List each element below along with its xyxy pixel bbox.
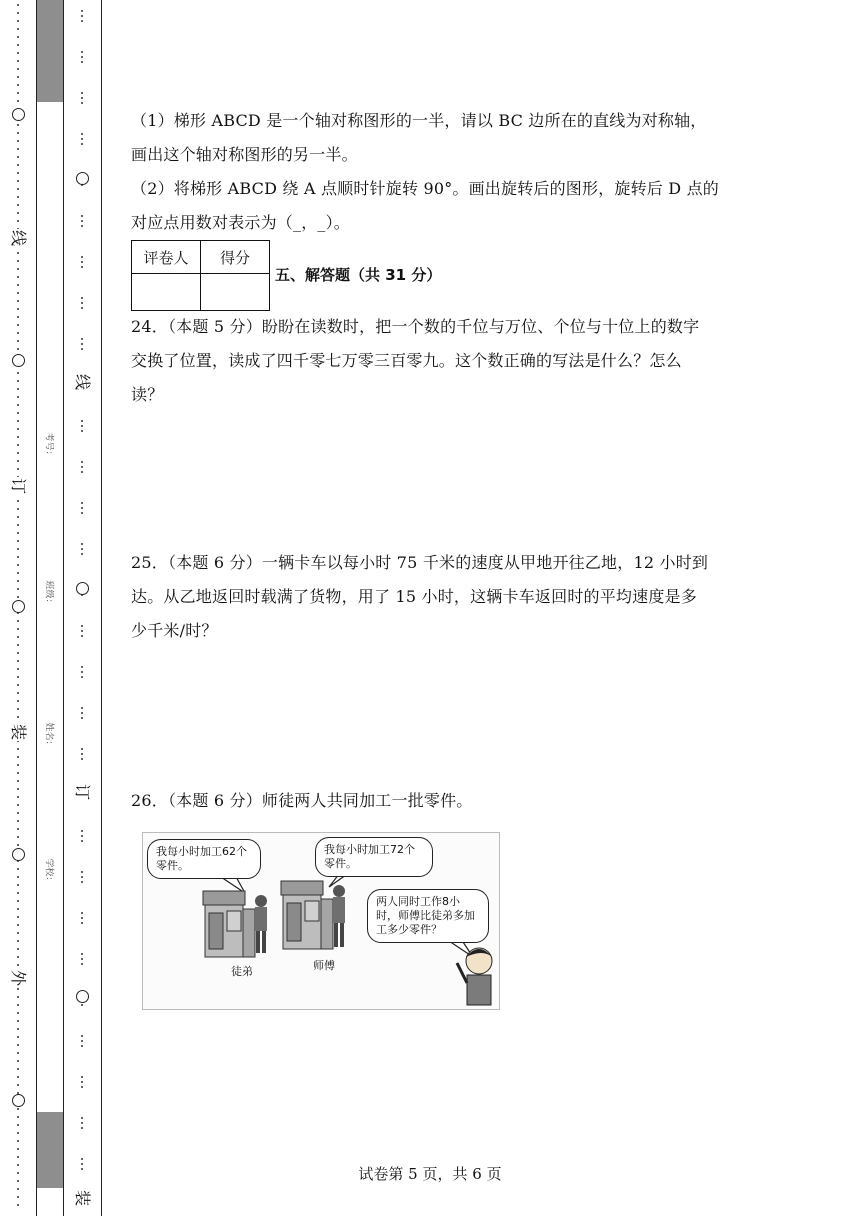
cut-dot: [17, 540, 19, 542]
inner-dot: [81, 917, 83, 919]
inner-dot: [81, 881, 83, 883]
inner-dot: [81, 548, 83, 550]
apprentice-speech-bubble: 我每小时加工62个零件。: [147, 839, 261, 879]
cut-dot: [17, 172, 19, 174]
cut-dot: [17, 868, 19, 870]
inner-dot: [81, 256, 83, 258]
circle-marker: [12, 108, 25, 121]
cut-dot: [17, 332, 19, 334]
inner-dot: [81, 20, 83, 22]
circle-marker: [76, 582, 89, 595]
binding-char-wai: 外: [9, 969, 28, 986]
cut-dot: [17, 1084, 19, 1086]
inner-dot: [81, 261, 83, 263]
cut-dot: [17, 52, 19, 54]
cut-dot: [17, 684, 19, 686]
cut-dot: [17, 820, 19, 822]
cut-dot: [17, 572, 19, 574]
cut-dot: [17, 36, 19, 38]
inner-dot: [81, 1158, 83, 1160]
inner-dot: [81, 553, 83, 555]
cut-dot: [17, 1148, 19, 1150]
inner-dot: [81, 61, 83, 63]
inner-dot: [81, 840, 83, 842]
inner-dot: [81, 215, 83, 217]
cut-dot: [17, 996, 19, 998]
cut-dot: [17, 548, 19, 550]
inner-char-xian: 线: [73, 373, 92, 390]
q26-line1: 26．（本题 6 分）师徒两人共同加工一批零件。: [131, 791, 473, 810]
cut-dot: [17, 260, 19, 262]
cut-dot: [17, 68, 19, 70]
info-label-exam-number: 考号：: [43, 432, 54, 460]
cut-dot: [17, 932, 19, 934]
cut-dot: [17, 532, 19, 534]
score-table-grader-header: 评卷人: [132, 241, 201, 274]
inner-dot: [81, 466, 83, 468]
cut-dot: [17, 252, 19, 254]
cut-dot: [17, 268, 19, 270]
inner-dot: [81, 92, 83, 94]
inner-dot: [81, 56, 83, 58]
inner-dot: [81, 1045, 83, 1047]
q24-line1: 24．（本题 5 分）盼盼在读数时，把一个数的千位与万位、个位与十位上的数字: [131, 317, 700, 336]
q23-part2-line1: （2）将梯形 ABCD 绕 A 点顺时针旋转 90°。画出旋转后的图形，旋转后 D 点的: [131, 179, 720, 198]
inner-dot: [81, 912, 83, 914]
cut-dot: [17, 396, 19, 398]
cut-dot: [17, 516, 19, 518]
cut-dot: [17, 796, 19, 798]
cut-dot: [17, 620, 19, 622]
inner-dot: [81, 958, 83, 960]
inner-dot: [81, 625, 83, 627]
inner-dot: [81, 1122, 83, 1124]
cut-dot: [17, 756, 19, 758]
cut-dot: [17, 556, 19, 558]
cut-dot: [17, 1036, 19, 1038]
cut-dot: [17, 628, 19, 630]
cut-dot: [17, 204, 19, 206]
inner-dot: [81, 1117, 83, 1119]
inner-dot: [81, 425, 83, 427]
q23-part2-line2: 对应点用数对表示为（_，_）。: [131, 213, 351, 232]
cut-dot: [17, 668, 19, 670]
cut-dot: [17, 804, 19, 806]
cut-dot: [17, 1004, 19, 1006]
inner-dot: [81, 922, 83, 924]
circle-marker: [76, 172, 89, 185]
cut-dot: [17, 812, 19, 814]
cut-dot: [17, 924, 19, 926]
cut-dot: [17, 1204, 19, 1206]
cut-dot: [17, 300, 19, 302]
cut-dot: [17, 844, 19, 846]
cut-dot: [17, 340, 19, 342]
cut-dot: [17, 436, 19, 438]
cut-dot: [17, 428, 19, 430]
inner-dot: [81, 225, 83, 227]
cut-dot: [17, 372, 19, 374]
inner-dot: [81, 666, 83, 668]
inner-char-ding: 订: [73, 783, 92, 800]
cut-dot: [17, 188, 19, 190]
cut-dot: [17, 652, 19, 654]
inner-dot: [81, 543, 83, 545]
inner-dot: [81, 635, 83, 637]
inner-dot: [81, 953, 83, 955]
inner-dot: [81, 297, 83, 299]
cut-dot: [17, 780, 19, 782]
cut-dot: [17, 900, 19, 902]
binding-char-zhuang: 装: [9, 723, 28, 740]
inner-dot: [81, 1081, 83, 1083]
master-speech-bubble: 我每小时加工72个零件。: [315, 837, 433, 877]
cut-dot: [17, 316, 19, 318]
q24-line2: 交换了位置，读成了四千零七万零三百零九。这个数正确的写法是什么？怎么: [131, 351, 682, 370]
cut-dot: [17, 92, 19, 94]
cut-dot: [17, 676, 19, 678]
apprentice-caption: 徒弟: [231, 965, 253, 978]
cut-dot: [17, 956, 19, 958]
inner-dot: [81, 1086, 83, 1088]
circle-marker: [12, 1094, 25, 1107]
cut-dot: [17, 1156, 19, 1158]
cut-dot: [17, 1060, 19, 1062]
cut-dot: [17, 196, 19, 198]
cut-dot: [17, 964, 19, 966]
cut-dot: [17, 28, 19, 30]
inner-dot: [81, 712, 83, 714]
cut-dot: [17, 876, 19, 878]
q25-line2: 达。从乙地返回时载满了货物，用了 15 小时，这辆卡车返回时的平均速度是多: [131, 587, 697, 606]
inner-dot: [81, 143, 83, 145]
cut-dot: [17, 1188, 19, 1190]
inner-dot: [81, 102, 83, 104]
q23-part1-line1: （1）梯形 ABCD 是一个轴对称图形的一半，请以 BC 边所在的直线为对称轴，: [131, 111, 707, 130]
cut-dot: [17, 452, 19, 454]
score-table: [131, 240, 270, 311]
cut-dot: [17, 940, 19, 942]
binding-margin-inner: [64, 0, 100, 1216]
cut-dot: [17, 180, 19, 182]
cut-dot: [17, 948, 19, 950]
cut-dot: [17, 500, 19, 502]
circle-marker: [76, 990, 89, 1003]
cut-dot: [17, 596, 19, 598]
cut-dot: [17, 564, 19, 566]
inner-dot: [81, 1004, 83, 1006]
cut-dot: [17, 708, 19, 710]
inner-dot: [81, 871, 83, 873]
cut-dot: [17, 700, 19, 702]
cut-dot: [17, 468, 19, 470]
cut-dot: [17, 508, 19, 510]
cut-dot: [17, 324, 19, 326]
inner-dot: [81, 676, 83, 678]
inner-dot: [81, 461, 83, 463]
circle-marker: [12, 600, 25, 613]
inner-dot: [81, 830, 83, 832]
cut-dot: [17, 1068, 19, 1070]
circle-marker: [12, 354, 25, 367]
score-table-score-header: 得分: [201, 241, 270, 274]
cut-dot: [17, 892, 19, 894]
info-label-name: 姓名：: [43, 722, 54, 750]
inner-dot: [81, 97, 83, 99]
cut-dot: [17, 1116, 19, 1118]
cut-dot: [17, 580, 19, 582]
cut-dot: [17, 404, 19, 406]
inner-dot: [81, 10, 83, 12]
q23-part1-line2: 画出这个轴对称图形的另一半。: [131, 145, 358, 164]
inner-dot: [81, 748, 83, 750]
info-label-class: 班级：: [43, 580, 54, 608]
binding-char-xian: 线: [9, 229, 28, 246]
inner-dot: [81, 343, 83, 345]
inner-dot: [81, 133, 83, 135]
cut-dot: [17, 828, 19, 830]
q25-line1: 25．（本题 6 分）一辆卡车以每小时 75 千米的速度从甲地开往乙地，12 小时到: [131, 553, 709, 572]
cut-dot: [17, 692, 19, 694]
margin-border-line: [101, 0, 102, 1216]
inner-char-zhuang: 装: [73, 1189, 92, 1206]
margin-gray-band: [37, 0, 63, 102]
cut-dot: [17, 748, 19, 750]
inner-dot: [81, 15, 83, 17]
cut-dot: [17, 4, 19, 6]
cut-dot: [17, 772, 19, 774]
binding-char-ding: 订: [9, 477, 28, 494]
cut-dot: [17, 132, 19, 134]
cut-dot: [17, 1124, 19, 1126]
inner-dot: [81, 420, 83, 422]
cut-dot: [17, 100, 19, 102]
cut-dot: [17, 124, 19, 126]
inner-dot: [81, 671, 83, 673]
cut-dot: [17, 524, 19, 526]
inner-dot: [81, 502, 83, 504]
inner-dot: [81, 753, 83, 755]
cut-dot: [17, 588, 19, 590]
cut-dot: [17, 1044, 19, 1046]
inner-dot: [81, 835, 83, 837]
cut-dot: [17, 1028, 19, 1030]
margin-border-line: [36, 0, 37, 1216]
inner-dot: [81, 348, 83, 350]
cut-dot: [17, 292, 19, 294]
inner-dot: [81, 1076, 83, 1078]
cut-dot: [17, 1108, 19, 1110]
cut-dot: [17, 308, 19, 310]
inner-dot: [81, 758, 83, 760]
cut-dot: [17, 444, 19, 446]
inner-dot: [81, 1035, 83, 1037]
cut-dot: [17, 76, 19, 78]
info-label-school: 学校：: [43, 858, 54, 886]
cut-dot: [17, 148, 19, 150]
inner-dot: [81, 471, 83, 473]
cut-dot: [17, 44, 19, 46]
cut-dot: [17, 156, 19, 158]
q25-line3: 少千米/时？: [131, 621, 218, 640]
cut-dot: [17, 988, 19, 990]
cut-dot: [17, 644, 19, 646]
cut-dot: [17, 60, 19, 62]
q26-illustration: [142, 832, 500, 1010]
cut-dot: [17, 12, 19, 14]
cut-dot: [17, 276, 19, 278]
inner-dot: [81, 876, 83, 878]
inner-dot: [81, 138, 83, 140]
cut-dot: [17, 412, 19, 414]
inner-dot: [81, 307, 83, 309]
inner-dot: [81, 266, 83, 268]
cut-dot: [17, 380, 19, 382]
cut-dot: [17, 284, 19, 286]
inner-dot: [81, 1040, 83, 1042]
cut-dot: [17, 1020, 19, 1022]
inner-dot: [81, 1127, 83, 1129]
inner-dot: [81, 512, 83, 514]
score-table-grader-cell[interactable]: [132, 274, 201, 311]
cut-dot: [17, 836, 19, 838]
binding-margin-outer: [0, 0, 36, 1216]
page-footer: 试卷第 5 页，共 6 页: [358, 1165, 502, 1183]
inner-dot: [81, 717, 83, 719]
cut-dot: [17, 884, 19, 886]
cut-dot: [17, 636, 19, 638]
cut-dot: [17, 212, 19, 214]
inner-dot: [81, 430, 83, 432]
cut-dot: [17, 1140, 19, 1142]
question-speech-bubble: 两人同时工作8小时，师傅比徒弟多加工多少零件？: [367, 889, 489, 943]
cut-dot: [17, 140, 19, 142]
cut-dot: [17, 1052, 19, 1054]
inner-dot: [81, 630, 83, 632]
inner-dot: [81, 220, 83, 222]
cut-dot: [17, 908, 19, 910]
cut-dot: [17, 1012, 19, 1014]
cut-dot: [17, 220, 19, 222]
cut-dot: [17, 1196, 19, 1198]
cut-dot: [17, 84, 19, 86]
cut-dot: [17, 420, 19, 422]
cut-dot: [17, 716, 19, 718]
cut-dot: [17, 1076, 19, 1078]
cut-dot: [17, 1132, 19, 1134]
master-caption: 师傅: [313, 959, 335, 972]
score-table-score-cell[interactable]: [201, 274, 270, 311]
cut-dot: [17, 388, 19, 390]
inner-dot: [81, 507, 83, 509]
inner-dot: [81, 707, 83, 709]
cut-dot: [17, 788, 19, 790]
q24-line3: 读？: [131, 385, 164, 404]
circle-marker: [12, 848, 25, 861]
cut-dot: [17, 460, 19, 462]
cut-dot: [17, 20, 19, 22]
section-title: 五、解答题（共 31 分）: [275, 266, 442, 284]
inner-dot: [81, 302, 83, 304]
cut-dot: [17, 660, 19, 662]
cut-dot: [17, 348, 19, 350]
inner-dot: [81, 963, 83, 965]
cut-dot: [17, 164, 19, 166]
inner-dot: [81, 338, 83, 340]
inner-dot: [81, 51, 83, 53]
cut-dot: [17, 916, 19, 918]
cut-dot: [17, 764, 19, 766]
